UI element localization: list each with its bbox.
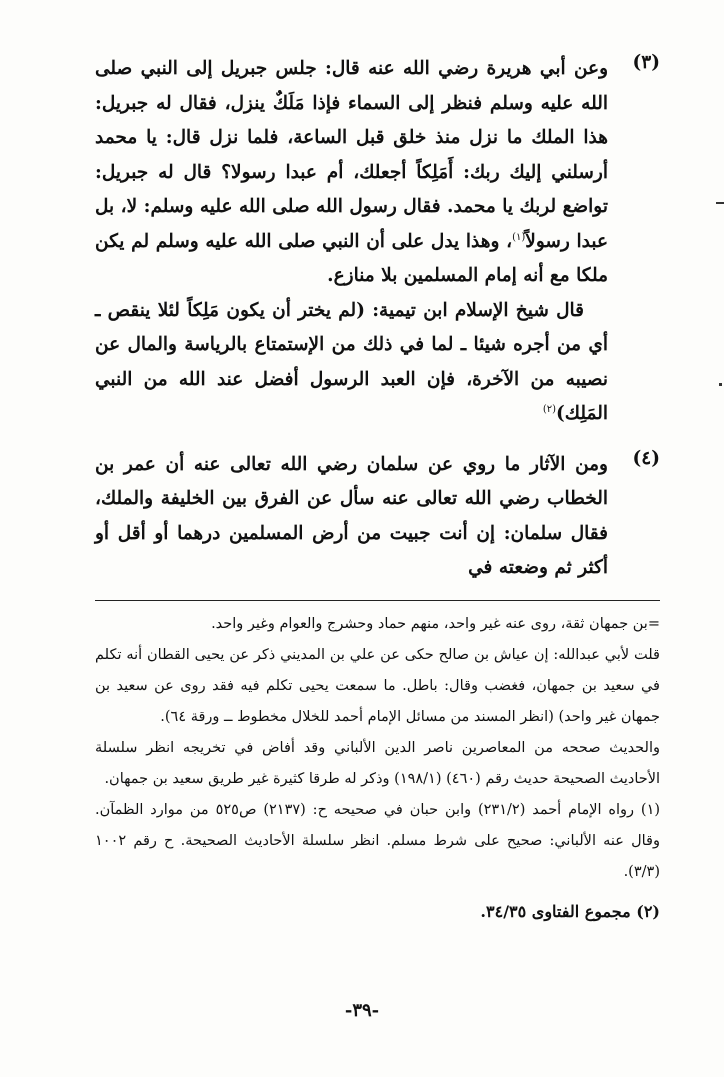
- item-4: [95, 448, 660, 586]
- item-3-number: (٣): [632, 52, 660, 73]
- item-3-paragraph: [95, 52, 608, 294]
- ibn-taymiyyah-text: قال شيخ الإسلام ابن تيمية: (لم يختر أن يكون مَلِكاً لئلا ينقص ـ أي من أجره شيئا ـ لما في ذلك من الإستمتاع بالرياسة والمال عن نصيبه من الآخرة، فإن العبد الرسول أفضل عند الله من النبي المَلِك): [95, 299, 608, 424]
- page-body: [95, 52, 660, 927]
- footnotes: [95, 609, 660, 927]
- scan-edge-dot: [719, 383, 722, 386]
- footnote-hadith: والحديث صححه من المعاصرين ناصر الدين الألباني وقد أفاض في تخريجه انظر سلسلة الأحاديث الصحيحة حديث رقم (٤٦٠) (١٩٨/١) وذكر له طرقا كثيرة غير طريق سعيد بن جمهان.: [95, 739, 660, 787]
- footnote-qultu: قلت لأبي عبدالله: إن عياش بن صالح حكى عن علي بن المديني ذكر عن يحيى القطان أنه تكلم في سعيد بن جمهان، فغضب وقال: باطل. ما سمعت يحيى تكلم فيه فقد روى عن سعيد بن جمهان غير واحد) (انظر المسند من مسائل الإمام أحمد للخلال مخطوط ــ ورقة ٦٤).: [95, 646, 660, 725]
- item-3: [95, 52, 660, 294]
- item-4-paragraph: ومن الآثار ما روي عن سلمان رضي الله تعالى عنه أن عمر بن الخطاب رضي الله تعالى عنه سأل عن الفرق بين الخليفة والملك، فقال سلمان: إن أنت جبيت من أرض المسلمين درهما أو أقل أو أكثر ثم وضعته في: [95, 453, 608, 578]
- main-text: [95, 52, 660, 586]
- footnote-1: (١) رواه الإمام أحمد (٢٣١/٢) وابن حبان في صحيحه ح: (٢١٣٧) ص٥٢٥ من موارد الظمآن. وقال عنه الألباني: صحيح على شرط مسلم. انظر سلسلة الأحاديث الصحيحة. ح رقم ١٠٠٢ (٣/٣).: [95, 801, 661, 880]
- footnote-continuation: =بن جمهان ثقة، روى عنه غير واحد، منهم حماد وحشرج والعوام وغير واحد.: [211, 615, 660, 632]
- item-3-text: وعن أبي هريرة رضي الله عنه قال: جلس جبريل إلى النبي صلى الله عليه وسلم فنظر إلى السماء فإذا مَلَكٌ ينزل، فقال له جبريل: هذا الملك ما نزل منذ خلق قبل الساعة، فلما نزل قال: يا محمد أرسلني إليك ربك: أَمَلِكاً أجعلك، أم عبدا رسولا؟ قال له جبريل: تواضع لربك يا محمد. فقال رسول الله صلى الله عليه وسلم: لا، بل عبدا رسولاً: [95, 58, 608, 252]
- footnote-ref-2: (٢): [542, 403, 557, 415]
- quote-block: [95, 294, 660, 432]
- ibn-taymiyyah-paragraph: [95, 294, 608, 432]
- footnote-ref-1: (١): [512, 231, 526, 243]
- page-number: -٣٩-: [344, 1000, 380, 1021]
- footnote-divider: [95, 600, 660, 601]
- item-3-text-end: ، وهذا يدل على أن النبي صلى الله عليه وسلم لم يكن ملكا مع أنه إمام المسلمين بلا منازع.: [95, 230, 608, 286]
- item-4-number: (٤): [632, 447, 660, 469]
- footnote-2: (٢) مجموع الفتاوى ٣٤/٣٥.: [480, 901, 660, 921]
- scan-edge-mark: [716, 202, 724, 204]
